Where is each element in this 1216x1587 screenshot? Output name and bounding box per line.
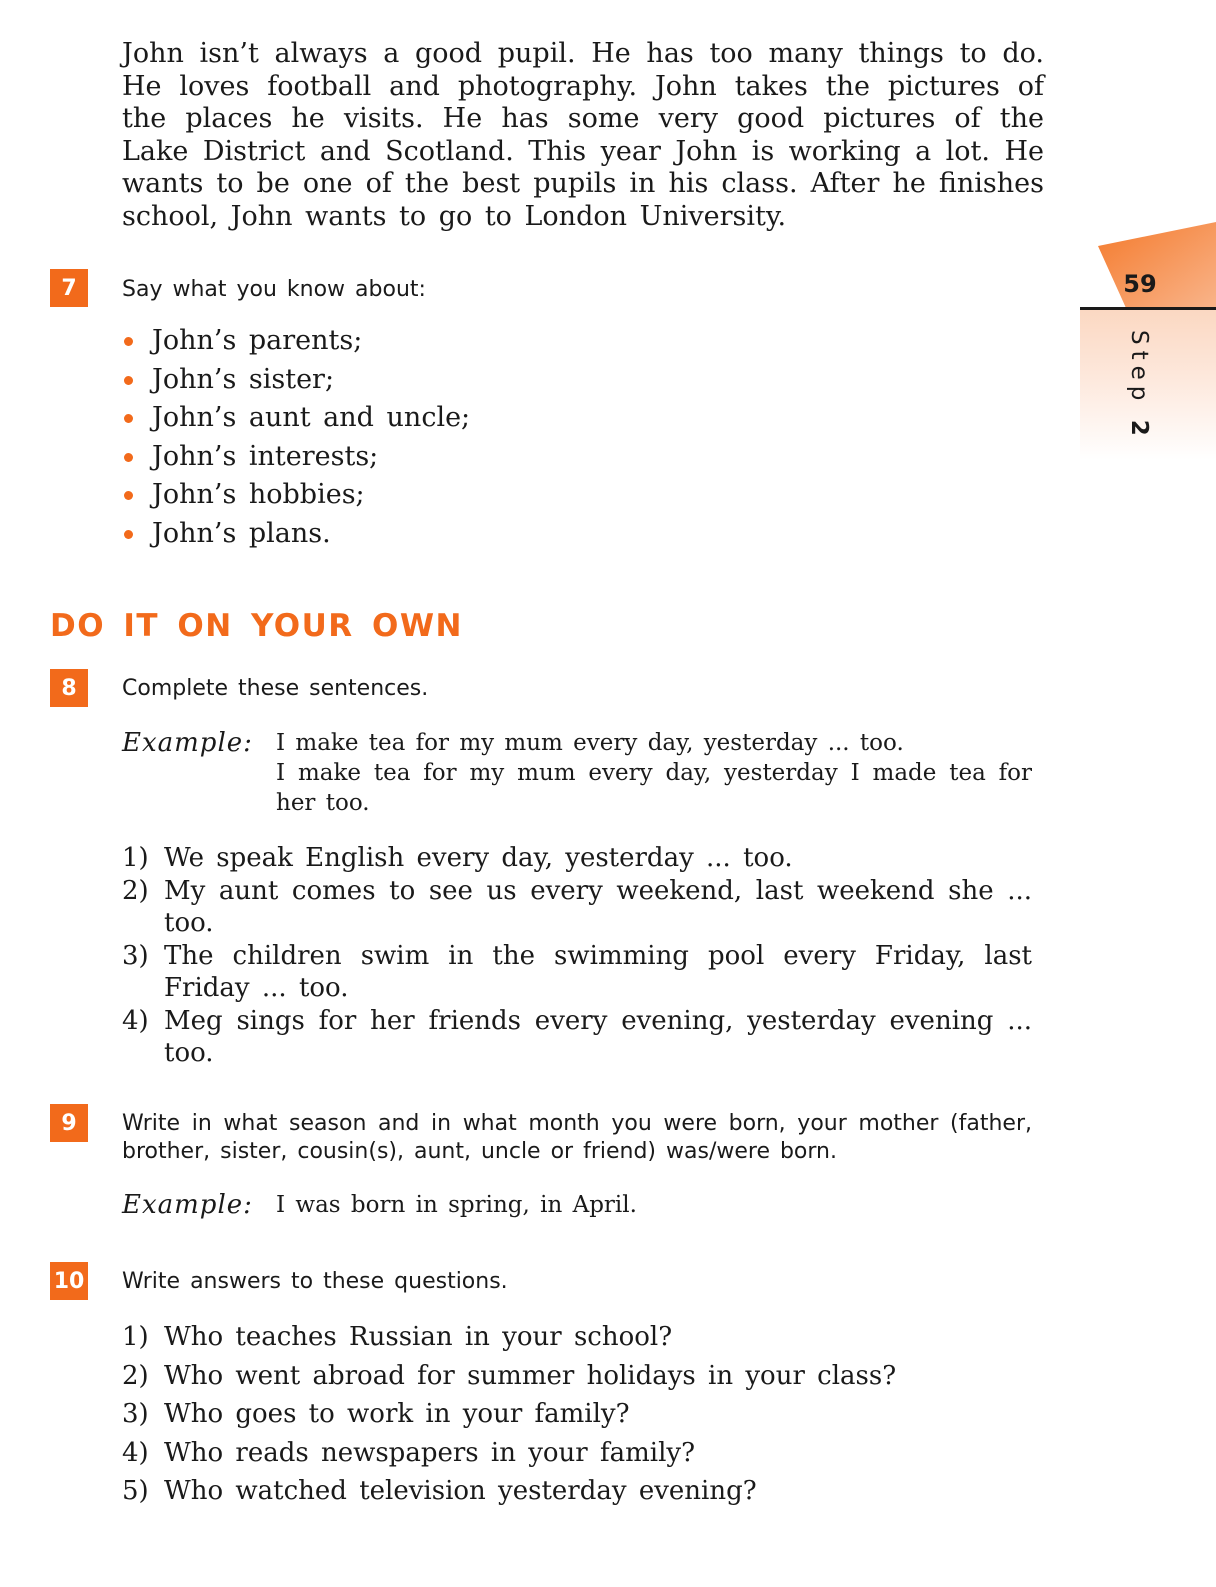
list-item (122, 875, 1032, 940)
section-title: DO IT ON YOUR OWN (50, 608, 463, 644)
item-number: 2) (122, 1360, 149, 1391)
example-line-2: I make tea for my mum every day, yesterday I made tea for her too. (276, 760, 1032, 816)
example-line-1: I make tea for my mum every day, yesterday ... too. (276, 730, 904, 756)
item-text: Who watched television yesterday evening? (164, 1476, 757, 1506)
list-item (122, 1434, 1032, 1473)
step-label (1126, 330, 1152, 442)
list-item (122, 940, 1032, 1005)
exercise-7-list (122, 322, 470, 553)
item-text: Meg sings for her friends every evening, yesterday evening ... too. (164, 1005, 1032, 1068)
item-number: 2) (122, 875, 149, 906)
exercise-9-number: 9 (50, 1104, 88, 1142)
item-text: Who went abroad for summer holidays in your class? (164, 1360, 897, 1391)
exercise-7-number: 7 (50, 269, 88, 307)
list-item (122, 842, 1032, 875)
list-item (122, 1357, 1032, 1396)
exercise-8-example (122, 728, 1032, 818)
page-number: 59 (1123, 270, 1157, 298)
exercise-10-instruction: Write answers to these questions. (122, 1269, 508, 1294)
intro-paragraph: John isn’t always a good pupil. He has too many things to do. He loves football and photography. John takes the pictures of the places he visits. He has some very good pictures of the Lake District and Scotland. This year John is working a lot. He wants to be one of the best pupils in his class. After he finishes school, John wants to go to London University. (122, 38, 1044, 232)
list-item (122, 1318, 1032, 1357)
item-text: Who teaches Russian in your school? (164, 1322, 673, 1352)
list-item: John’s parents; (122, 322, 470, 361)
list-item: John’s aunt and uncle; (122, 399, 470, 438)
list-item (122, 1005, 1032, 1070)
list-item: John’s plans. (122, 515, 470, 554)
item-text: We speak English every day, yesterday ... too. (164, 843, 793, 873)
item-number: 1) (122, 1322, 149, 1352)
item-number: 5) (122, 1476, 149, 1506)
exercise-9-instruction: Write in what season and in what month you were born, your mother (father, brother, sister, cousin(s), aunt, uncle or friend) was/were born. (122, 1111, 1032, 1164)
list-item (122, 1395, 1032, 1434)
item-number: 4) (122, 1005, 149, 1036)
item-text: The children swim in the swimming pool every Friday, last Friday ... too. (164, 940, 1032, 1003)
item-text: Who goes to work in your family? (164, 1399, 630, 1429)
exercise-8-list (122, 842, 1032, 1070)
list-item: John’s interests; (122, 438, 470, 477)
list-item (122, 1472, 1032, 1511)
list-item: John’s sister; (122, 361, 470, 400)
item-number: 4) (122, 1437, 149, 1468)
exercise-8-instruction: Complete these sentences. (122, 676, 429, 701)
exercise-10-list (122, 1318, 1032, 1511)
exercise-9-example (122, 1190, 1032, 1220)
example-body (276, 728, 1032, 818)
example-label: Example: (122, 728, 253, 758)
item-number: 3) (122, 940, 149, 971)
item-number: 3) (122, 1399, 149, 1429)
step-word: Step (1126, 330, 1152, 407)
step-number: 2 (1126, 419, 1152, 442)
item-number: 1) (122, 843, 149, 873)
exercise-8-number: 8 (50, 669, 88, 707)
exercise-7-instruction: Say what you know about: (122, 277, 426, 302)
item-text: Who reads newspapers in your family? (164, 1437, 696, 1468)
exercise-10-number: 10 (50, 1262, 88, 1300)
item-text: My aunt comes to see us every weekend, last weekend she ... too. (164, 875, 1032, 938)
example-body: I was born in spring, in April. (276, 1192, 637, 1218)
list-item: John’s hobbies; (122, 476, 470, 515)
example-label: Example: (122, 1190, 253, 1220)
